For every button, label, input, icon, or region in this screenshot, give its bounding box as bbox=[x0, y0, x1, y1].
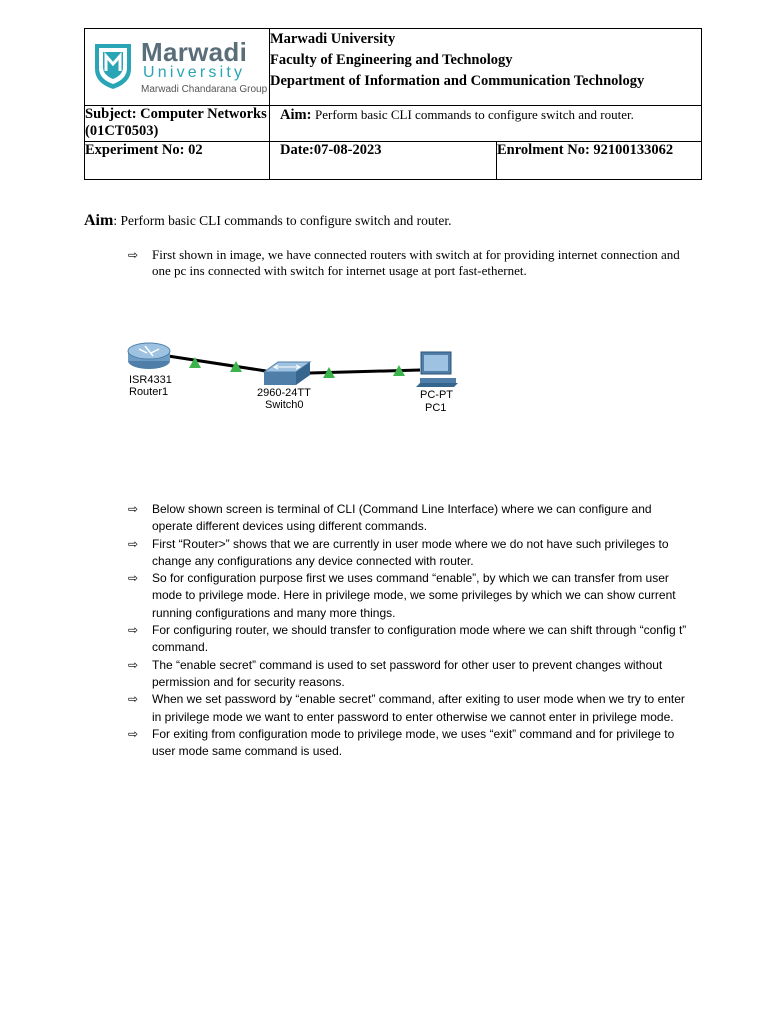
switch-icon[interactable] bbox=[264, 362, 310, 385]
university-logo bbox=[92, 37, 272, 99]
arrow-icon: ⇨ bbox=[128, 502, 139, 516]
arrow-icon: ⇨ bbox=[128, 571, 139, 586]
header-table bbox=[84, 28, 702, 180]
network-topology bbox=[120, 330, 480, 430]
pc-name-label: PC1 bbox=[425, 402, 447, 414]
date-cell bbox=[270, 142, 497, 180]
arrow-icon: ⇨ bbox=[128, 692, 139, 707]
experiment-date: Date:07-08-2023 bbox=[280, 142, 382, 158]
list-item: ⇨ For configuring router, we should transfer to configuration mode where we can shift through “config t” command. bbox=[128, 623, 687, 655]
logo-brand: Marwadi bbox=[141, 37, 248, 67]
router-name-label: Router1 bbox=[129, 386, 169, 398]
shield-icon bbox=[92, 41, 134, 91]
logo-cell bbox=[85, 29, 270, 106]
bullet-list bbox=[128, 501, 688, 760]
intro-bullet-text: First shown in image, we have connected routers with switch at for providing internet connection and one pc ins connected with switch for internet usage at port fast-ethernet. bbox=[152, 247, 680, 278]
aim-cell-label: Aim: bbox=[280, 107, 312, 123]
subject-cell bbox=[85, 106, 270, 142]
link-router-switch bbox=[168, 356, 266, 371]
list-item: ⇨ So for configuration purpose first we uses command “enable”, by which we can transfer from user mode to privilege mode. Here in privilege mode, we some privileges by which we can show current running configurations and many more things. bbox=[128, 571, 676, 620]
aim-cell bbox=[270, 106, 702, 142]
list-item: ⇨ For exiting from configuration mode to privilege mode, we uses “exit” command and for privilege to user mode same command is used. bbox=[128, 726, 675, 759]
list-item: ⇨ Below shown screen is terminal of CLI (Command Line Interface) where we can configure and operate different devices using different commands. bbox=[128, 502, 652, 534]
enrolment-number: Enrolment No: 92100133062 bbox=[497, 142, 674, 158]
aim-text: : Perform basic CLI commands to configure switch and router. bbox=[113, 213, 452, 228]
arrow-icon: ⇨ bbox=[128, 623, 139, 638]
pc-model-label: PC-PT bbox=[420, 389, 453, 401]
subject-label: Subject: Computer Networks (01CT0503) bbox=[85, 106, 267, 139]
experiment-cell bbox=[85, 142, 270, 180]
experiment-number: Experiment No: 02 bbox=[85, 142, 203, 158]
aim-cell-text: Perform basic CLI commands to configure switch and router. bbox=[315, 107, 634, 122]
department-name: Department of Information and Communication Technology bbox=[270, 73, 645, 89]
arrow-icon: ⇨ bbox=[128, 536, 139, 551]
arrow-icon: ⇨ bbox=[128, 726, 139, 741]
pc-icon[interactable] bbox=[416, 352, 458, 387]
list-item: ⇨ First “Router>” shows that we are currently in user mode where we do not have such privileges to change any configurations any device connected with router. bbox=[128, 536, 669, 568]
list-item: ⇨ When we set password by “enable secret” command, after exiting to user mode when we try to enter in privilege mode we want to enter password to enter otherwise we cannot enter in privilege mode. bbox=[128, 692, 685, 724]
switch-model-label: 2960-24TT bbox=[257, 387, 311, 399]
enrolment-cell bbox=[497, 142, 702, 180]
intro-bullet bbox=[128, 247, 688, 279]
aim-line bbox=[84, 212, 452, 230]
logo-sub: University bbox=[143, 64, 246, 81]
list-item: ⇨ The “enable secret” command is used to set password for other user to prevent changes without permission and for security reasons. bbox=[128, 657, 663, 689]
arrow-icon: ⇨ bbox=[128, 657, 139, 672]
logo-group: Marwadi Chandarana Group bbox=[141, 84, 268, 95]
router-icon[interactable] bbox=[128, 343, 170, 369]
university-name: Marwadi University bbox=[270, 31, 396, 47]
faculty-name: Faculty of Engineering and Technology bbox=[270, 52, 513, 68]
switch-name-label: Switch0 bbox=[265, 399, 304, 411]
arrow-icon: ⇨ bbox=[128, 248, 139, 262]
router-model-label: ISR4331 bbox=[129, 374, 172, 386]
aim-label: Aim bbox=[84, 212, 114, 229]
institution-cell bbox=[270, 29, 702, 106]
